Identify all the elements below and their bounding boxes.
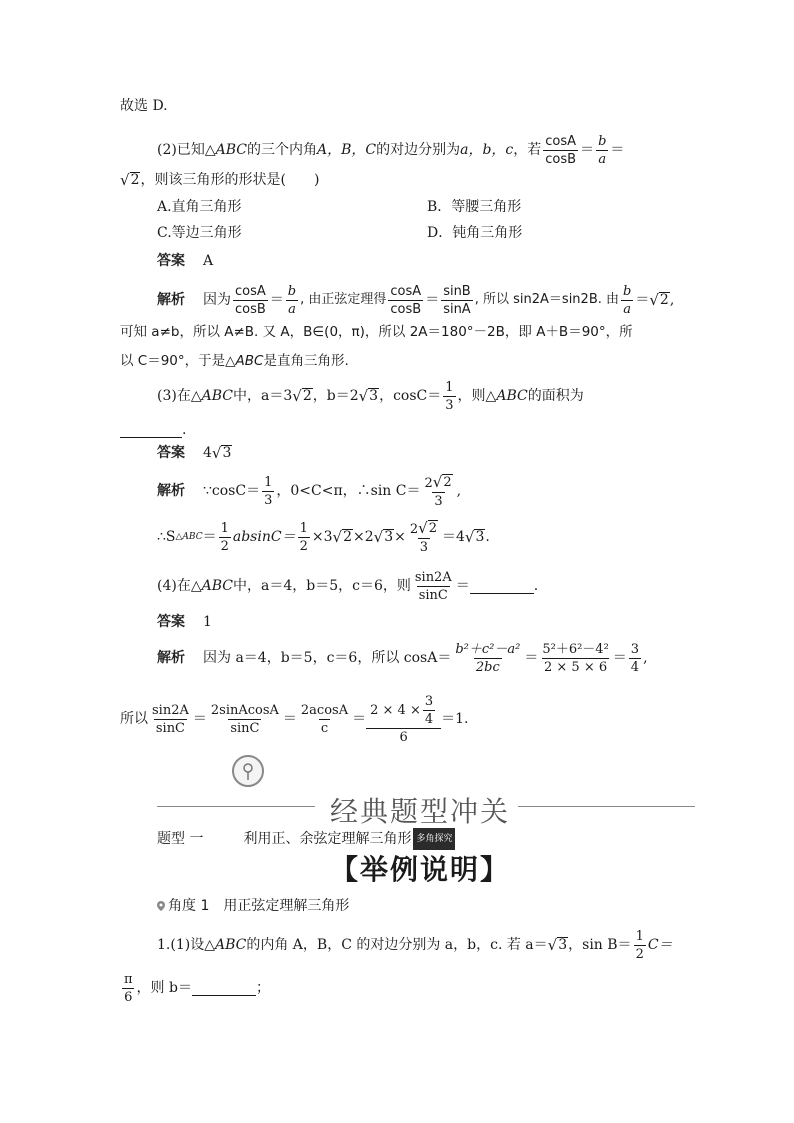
fraction: $\frac{\text{b²＋c²－a²}}{2bc}$ bbox=[455, 641, 521, 675]
text: ，0<C<π，∴sin C＝ bbox=[276, 483, 421, 499]
analysis-tag: 解析 bbox=[157, 292, 185, 308]
text: ×3 bbox=[311, 529, 333, 545]
text: 以 C＝90°，于是△ bbox=[120, 353, 236, 369]
q2-text: 的三个内角 bbox=[246, 142, 317, 158]
text: 所以 bbox=[120, 711, 148, 727]
text: ＝ bbox=[455, 578, 470, 594]
equals-sign: ＝ bbox=[635, 292, 650, 308]
sqrt: √ 3 bbox=[358, 387, 379, 405]
fraction: $\frac{\text{2sinAcosA}}{\sin C}$ bbox=[210, 702, 279, 736]
answer-blank bbox=[120, 423, 182, 438]
text: ，sin B＝ bbox=[568, 937, 632, 953]
section-banner-title: 经典题型冲关 bbox=[330, 795, 511, 828]
text: 的面积为 bbox=[527, 388, 584, 404]
angle-heading bbox=[157, 896, 349, 916]
fraction: $\frac{1}{2}$ bbox=[299, 520, 308, 554]
fraction: $\frac{\cos A}{\cos B}$ bbox=[390, 283, 422, 317]
option-text: A.直角三角形 bbox=[157, 199, 242, 215]
problem-1-line2 bbox=[120, 970, 270, 1006]
equals-sign: ＝ bbox=[352, 711, 367, 727]
text: . bbox=[533, 578, 539, 594]
answer-3 bbox=[157, 443, 232, 463]
text: ∵cosC＝ bbox=[203, 483, 261, 499]
banner-emblem-icon bbox=[232, 755, 264, 787]
answer-blank bbox=[470, 579, 534, 594]
text: ABC bbox=[214, 937, 247, 953]
fraction: $\frac{1}{2}$ bbox=[635, 928, 644, 962]
text: ，b＝2 bbox=[312, 388, 359, 404]
banner-divider bbox=[518, 806, 695, 807]
explanation-3-line2 bbox=[157, 518, 490, 556]
text: , bbox=[669, 292, 675, 308]
text: ABC bbox=[496, 388, 528, 404]
fraction: $\frac{2acosA}{c}$ bbox=[300, 702, 349, 736]
text: (4)在△ bbox=[157, 578, 202, 594]
equals-sign: ＝ bbox=[612, 650, 627, 666]
option-text: D．钝角三角形 bbox=[427, 225, 523, 241]
text: ×2 bbox=[352, 529, 374, 545]
type-label: 题型 一 bbox=[157, 831, 204, 847]
problem-1-line1 bbox=[157, 928, 673, 962]
fraction: 2 × 4 × $\frac{3}{4}$ 6 bbox=[368, 695, 439, 744]
fraction: $\frac{b}{a}$ bbox=[287, 283, 297, 317]
answer-value: 4 bbox=[203, 445, 212, 461]
answer-2 bbox=[157, 251, 213, 271]
sqrt: √ 2 bbox=[332, 528, 352, 546]
text: (3)在△ bbox=[157, 388, 202, 404]
fraction: $\frac{3}{4}$ bbox=[630, 641, 640, 675]
text: 因为 a＝4，b＝5，c＝6，所以 cosA＝ bbox=[203, 650, 452, 666]
fraction: $\frac{b}{a}$ bbox=[623, 283, 632, 317]
text: 是直角三角形. bbox=[263, 353, 349, 369]
q2-text: 的对边分别为 bbox=[376, 142, 461, 158]
option-text: C.等边三角形 bbox=[157, 225, 242, 241]
fraction: $\frac{\pi}{6}$ bbox=[124, 971, 133, 1005]
location-pin-icon bbox=[157, 901, 165, 911]
sqrt: √ 3 bbox=[211, 444, 232, 462]
angle-title: 用正弦定理解三角形 bbox=[223, 898, 350, 914]
fraction: $\frac{\text{5²＋6²－4²}}{2 \times 5 \times 6}$ bbox=[542, 641, 609, 675]
text: absinC＝ bbox=[232, 529, 296, 545]
fraction: $\frac{\sin 2A}{\sin C}$ bbox=[414, 569, 452, 603]
text: ＝4 bbox=[441, 529, 465, 545]
option-d bbox=[427, 223, 522, 243]
sqrt: √ 2 bbox=[292, 387, 312, 405]
explanation-4-line1 bbox=[157, 638, 648, 678]
sqrt: √ 3 bbox=[464, 528, 485, 546]
text: ABC bbox=[201, 578, 233, 594]
example-heading: 【举例说明】 bbox=[330, 853, 511, 886]
explanation-3-line1 bbox=[157, 472, 461, 510]
explanation-2-line3 bbox=[120, 351, 349, 371]
answer-value: 1 bbox=[203, 614, 212, 630]
fraction: 2 √ 2 3 bbox=[409, 519, 437, 555]
fraction: 2 √ 2 3 bbox=[424, 473, 452, 509]
answer-tag: 答案 bbox=[157, 253, 185, 269]
text: 可知 a≠b，所以 A≠B. 又 A，B∈(0，π)，所以 2A＝180°－2B，即 A＋B＝90°，所 bbox=[120, 324, 633, 340]
fraction: $\frac{\sin 2A}{\sin C}$ bbox=[152, 702, 189, 736]
text: C＝ bbox=[647, 937, 673, 953]
question-2-line2 bbox=[120, 170, 319, 190]
sqrt: √ 3 bbox=[373, 528, 394, 546]
fraction: $\frac{\sin B}{\sin A}$ bbox=[443, 283, 471, 317]
text: ∴S bbox=[157, 529, 176, 545]
question-4-line1 bbox=[157, 568, 538, 604]
equals-sign: ＝ bbox=[269, 292, 284, 308]
q2-text: A，B，C bbox=[316, 142, 377, 158]
text: ，则 b＝ bbox=[136, 980, 192, 996]
option-c bbox=[157, 223, 242, 243]
text: , bbox=[456, 483, 462, 499]
answer-blank-3 bbox=[120, 420, 186, 440]
q2-text: ABC bbox=[215, 142, 247, 158]
option-text: B．等腰三角形 bbox=[427, 199, 522, 215]
answer-value: A bbox=[203, 253, 214, 269]
analysis-tag: 解析 bbox=[157, 483, 185, 499]
question-2-line1 bbox=[157, 132, 624, 168]
text: ＝1. bbox=[441, 711, 469, 727]
angle-label: 角度 1 bbox=[168, 898, 210, 914]
equals-sign: ＝ bbox=[524, 650, 539, 666]
answer-4 bbox=[157, 612, 212, 632]
question-3-line1 bbox=[157, 378, 584, 414]
text: 的内角 A，B，C 的对边分别为 a，b，c. 若 a＝ bbox=[246, 937, 548, 953]
option-b bbox=[427, 197, 521, 217]
text: ，cosC＝ bbox=[379, 388, 442, 404]
text: × bbox=[394, 529, 406, 545]
fraction: $\frac{\cos A}{\cos B}$ bbox=[545, 133, 577, 167]
text: , 由正弦定理得 bbox=[300, 292, 387, 307]
fraction: $\frac{\cos A}{\cos B}$ bbox=[235, 283, 266, 317]
text: 中，a＝4，b＝5，c＝6，则 bbox=[232, 578, 411, 594]
sqrt: √ 2 bbox=[120, 171, 140, 189]
text: . bbox=[485, 529, 490, 545]
fraction: $\frac{1}{3}$ bbox=[264, 474, 273, 508]
explanation-4-line2 bbox=[120, 688, 468, 750]
type-title: 利用正、余弦定理解三角形 bbox=[243, 831, 412, 847]
fraction: $\frac{1}{2}$ bbox=[220, 520, 229, 554]
q2-text: ，则该三角形的形状是( ) bbox=[140, 172, 320, 188]
text: ； bbox=[255, 980, 270, 996]
equals-sign: ＝ bbox=[425, 292, 440, 308]
type-heading bbox=[157, 828, 455, 850]
text: 中，a＝3 bbox=[232, 388, 293, 404]
text: ，则△ bbox=[457, 388, 497, 404]
text: ABC bbox=[235, 353, 264, 369]
equals-sign: ＝ bbox=[192, 711, 207, 727]
fraction: $\frac{b}{a}$ bbox=[598, 133, 607, 167]
equals-sign: ＝ bbox=[610, 142, 625, 158]
text: △ABC bbox=[175, 532, 203, 542]
text: ABC bbox=[201, 388, 233, 404]
text: ＝ bbox=[202, 529, 217, 545]
explanation-2-line1 bbox=[157, 282, 674, 318]
answer-tag: 答案 bbox=[157, 445, 185, 461]
q2-text: (2)已知△ bbox=[157, 142, 216, 158]
q2-text: a，b，c bbox=[460, 142, 514, 158]
answer-blank bbox=[192, 981, 256, 996]
text: , 所以 sin2A＝sin2B. 由 bbox=[474, 292, 619, 307]
text-line bbox=[120, 96, 168, 116]
option-a bbox=[157, 197, 242, 217]
fraction: $\frac{1}{3}$ bbox=[445, 379, 454, 413]
text: 1.(1)设△ bbox=[157, 937, 215, 953]
answer-tag: 答案 bbox=[157, 614, 185, 630]
text: 因为 bbox=[203, 292, 231, 308]
analysis-tag: 解析 bbox=[157, 650, 185, 666]
q2-text: ，若 bbox=[513, 142, 542, 158]
banner-divider bbox=[157, 806, 315, 807]
sqrt: √ 2 bbox=[649, 291, 669, 309]
multi-angle-badge: 多角探究 bbox=[413, 828, 455, 850]
sqrt: √ 3 bbox=[547, 936, 568, 954]
equals-sign: ＝ bbox=[282, 711, 297, 727]
equals-sign: ＝ bbox=[580, 142, 595, 158]
conclusion-text: 故选 D. bbox=[120, 98, 168, 114]
text: . bbox=[182, 422, 187, 438]
explanation-2-line2 bbox=[120, 322, 633, 342]
text: , bbox=[643, 650, 648, 666]
